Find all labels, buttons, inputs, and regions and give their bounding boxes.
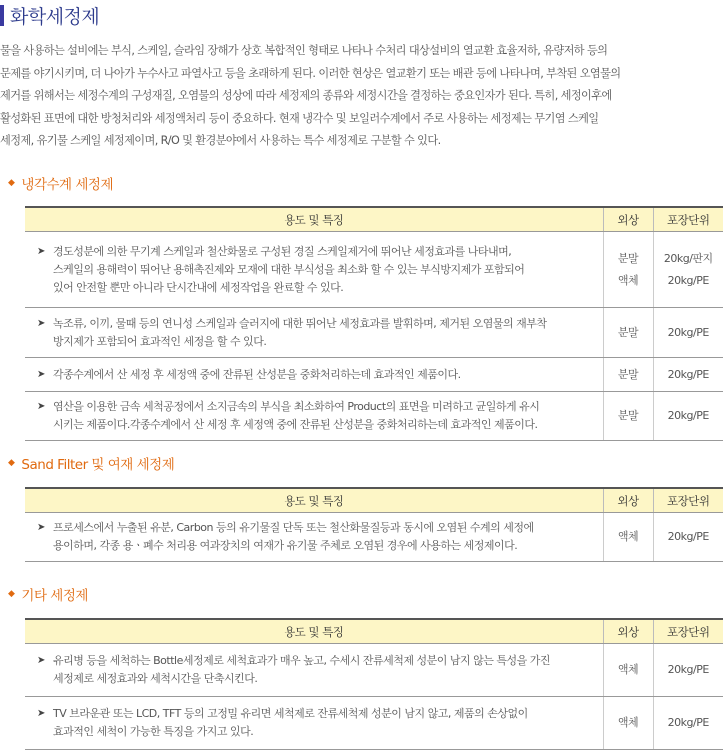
intro-line: 활성화된 표면에 대한 방청처리와 세정액처리 등이 중요하다. 현재 냉각수 및 보일러수계에서 주로 사용하는 세정제는 무기염 스케일 xyxy=(0,111,599,125)
diamond-bullet-icon: ◆ xyxy=(8,178,15,188)
row-description xyxy=(25,308,603,358)
description-line: 스케일의 용해력이 뛰어난 용해촉진제와 모재에 대한 부식성을 최소화 할 수 있는 부식방지제가 포함되어 xyxy=(53,262,525,276)
row-appearance: 액체 xyxy=(603,644,653,697)
header-appearance: 외상 xyxy=(603,207,653,232)
table-header-row xyxy=(25,207,723,232)
section-title: 기타 세정제 xyxy=(21,588,88,604)
description-line: 용이하며, 각종 용ㆍ폐수 처리용 여과장치의 여재가 유기물 주체로 오염된 경우에 사용하는 세정제이다. xyxy=(53,539,518,552)
row-package: 20kg/PE xyxy=(653,697,723,750)
page-title: 화학세정제 xyxy=(10,5,100,28)
header-usage: 용도 및 특징 xyxy=(25,619,603,644)
table-row xyxy=(25,392,723,441)
chevron-right-icon: ➤ xyxy=(37,655,45,666)
row-appearance: 분말 xyxy=(603,358,653,392)
description-line: 세정제로 세정효과와 세척시간을 단축시킨다. xyxy=(53,672,258,685)
table-header-row xyxy=(25,488,723,513)
row-description xyxy=(25,232,603,308)
spec-table-sand-filter xyxy=(25,487,723,562)
description-line: 프로세스에서 누출된 유분, Carbon 등의 유기물질 단독 또는 철산화물질등과 동시에 오염된 수계의 세정에 xyxy=(53,521,534,534)
spec-table-cooling xyxy=(25,206,723,441)
table-header-row xyxy=(25,619,723,644)
header-package: 포장단위 xyxy=(653,488,723,513)
row-package: 20kg/PE xyxy=(653,358,723,392)
appearance-value: 액체 xyxy=(617,273,639,287)
section-title: Sand Filter 및 여재 세정제 xyxy=(21,457,175,473)
row-description xyxy=(25,392,603,441)
chevron-right-icon: ➤ xyxy=(37,245,45,257)
chevron-right-icon: ➤ xyxy=(37,317,45,329)
description-line: 녹조류, 이끼, 물때 등의 연니성 스케일과 슬러지에 대한 뛰어난 세정효과를 발휘하며, 제거된 오염물의 재부착 xyxy=(53,316,547,330)
package-value: 20kg/PE xyxy=(667,273,709,287)
row-package: 20kg/PE xyxy=(653,513,723,562)
table-row xyxy=(25,644,723,697)
chevron-right-icon: ➤ xyxy=(37,401,45,412)
row-description xyxy=(25,358,603,392)
section-heading-cooling xyxy=(8,173,113,193)
row-package: 20kg/PE xyxy=(653,644,723,697)
chevron-right-icon: ➤ xyxy=(37,708,45,719)
header-package: 포장단위 xyxy=(653,619,723,644)
section-title: 냉각수계 세정제 xyxy=(21,177,113,193)
table-row xyxy=(25,232,723,308)
intro-paragraph xyxy=(0,40,720,153)
description-line: 염산을 이용한 금속 세척공정에서 소지금속의 부식을 최소화하여 Product의 표면을 미려하고 균일하게 유시 xyxy=(53,400,540,413)
table-row xyxy=(25,513,723,562)
diamond-bullet-icon: ◆ xyxy=(8,458,15,468)
spec-table-other xyxy=(25,618,723,750)
row-description xyxy=(25,513,603,562)
description-line: 유리병 등을 세척하는 Bottle세정제로 세척효과가 매우 높고, 수세시 잔류세척제 성분이 남지 않는 특성을 가진 xyxy=(53,654,550,667)
description-line: 각종수계에서 산 세정 후 세정액 중에 잔류된 산성분을 중화처리하는데 효과적인 제품이다. xyxy=(53,367,461,381)
header-appearance: 외상 xyxy=(603,488,653,513)
row-appearance: 액체 xyxy=(603,697,653,750)
table-row xyxy=(25,308,723,358)
header-appearance: 외상 xyxy=(603,619,653,644)
header-package: 포장단위 xyxy=(653,207,723,232)
description-line: 있어 안전할 뿐만 아니라 단시간내에 세정작업을 완료할 수 있다. xyxy=(53,280,344,294)
table-row xyxy=(25,358,723,392)
intro-line: 제거를 위해서는 세정수계의 구성재질, 오염물의 성상에 따라 세정제의 종류와 세정시간을 결정하는 중요인자가 된다. 특히, 세정이후에 xyxy=(0,89,612,102)
description-line: 효과적인 세척이 가능한 특징을 가지고 있다. xyxy=(53,725,254,738)
description-line: 시키는 제품이다.각종수계에서 산 세정 후 세정액 중에 잔류된 산성분을 중화처리하는데 효과적인 제품이다. xyxy=(53,418,538,431)
description-line: 경도성분에 의한 무기계 스케일과 철산화물로 구성된 경질 스케일제거에 뛰어난 세정효과를 나타내며, xyxy=(53,244,512,258)
row-appearance: 액체 xyxy=(603,513,653,562)
intro-line: 세정제, 유기물 스케일 세정제이며, R/O 및 환경분야에서 사용하는 특수 세정제로 구분할 수 있다. xyxy=(0,134,441,147)
row-description xyxy=(25,697,603,750)
title-accent-bar xyxy=(0,5,4,26)
row-package: 20kg/PE xyxy=(653,392,723,441)
row-description xyxy=(25,644,603,697)
intro-line: 문제를 야기시키며, 더 나아가 누수사고 파열사고 등을 초래하게 된다. 이러한 현상은 열교환기 또는 배관 등에 나타나며, 부착된 오염물의 xyxy=(0,66,621,80)
diamond-bullet-icon: ◆ xyxy=(8,589,15,599)
header-usage: 용도 및 특징 xyxy=(25,207,603,232)
table-row xyxy=(25,697,723,750)
page-title-area xyxy=(0,0,99,30)
row-appearance: 분말 xyxy=(603,392,653,441)
description-line: TV 브라운관 또는 LCD, TFT 등의 고정밀 유리면 세척제로 잔류세척제 성분이 남지 않고, 제품의 손상없이 xyxy=(53,707,528,720)
section-heading-other xyxy=(8,584,88,604)
appearance-value: 분말 xyxy=(617,251,639,265)
section-heading-sand-filter xyxy=(8,453,174,473)
row-appearance: 분말 xyxy=(603,308,653,358)
header-usage: 용도 및 특징 xyxy=(25,488,603,513)
row-package: 20kg/PE xyxy=(653,308,723,358)
chevron-right-icon: ➤ xyxy=(37,522,45,533)
chevron-right-icon: ➤ xyxy=(37,368,45,380)
package-value: 20kg/판지 xyxy=(663,251,713,265)
row-appearance xyxy=(603,232,653,308)
row-package xyxy=(653,232,723,308)
intro-line: 물을 사용하는 설비에는 부식, 스케일, 슬라임 장해가 상호 복합적인 형태로 나타나 수처리 대상설비의 열교환 효율저하, 유량저하 등의 xyxy=(0,44,608,57)
description-line: 방지제가 포함되어 효과적인 세정을 할 수 있다. xyxy=(53,334,267,348)
